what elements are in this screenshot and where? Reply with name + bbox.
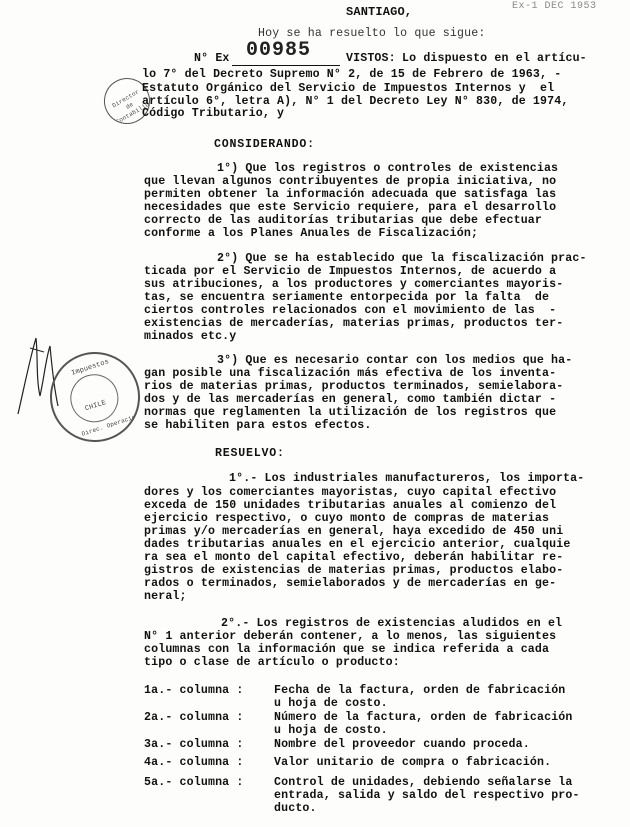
- considerando-3-line: dos y de las mercaderías en general, como también dictar -: [144, 393, 557, 406]
- resuelvo-2-line: 2°.- Los registros de existencias aludidos en el: [221, 617, 563, 630]
- column-2-text: Número de la factura, orden de fabricación: [274, 711, 573, 724]
- vistos-line: lo 7° del Decreto Supremo N° 2, de 15 de Febrero de 1963, -: [142, 68, 562, 81]
- operations-stamp-line1: Impuestos: [70, 358, 111, 378]
- column-1-label: 1a.- columna :: [144, 684, 244, 697]
- resuelvo-1-line: gistros de existencias de materias primas, productos elabo-: [144, 564, 564, 577]
- considerando-1-line: necesidades que este Servicio requiere, para el desarrollo: [144, 201, 557, 214]
- resuelvo-1-line: primas y/o mercaderías en general, haya excedido de 450 uni: [144, 525, 564, 538]
- resuelvo-1-line: neral;: [144, 590, 187, 603]
- resuelvo-2-line: columnas con la información que se indica referida a cada: [144, 643, 550, 656]
- considerando-1-line: 1°) Que los registros o controles de existencias: [217, 162, 559, 175]
- resuelvo-1-line: ejercicio respectivo, o cuyo monto de compras de materias: [144, 512, 550, 525]
- resuelvo-1-line: dades tributarias anuales en el ejercicio anterior, cualquie: [144, 538, 571, 551]
- column-3-label: 3a.- columna :: [144, 738, 244, 751]
- resuelvo-2-line: N° 1 anterior deberán contener, a lo menos, las siguientes: [144, 630, 557, 643]
- column-2-label: 2a.- columna :: [144, 711, 244, 724]
- operations-stamp-line2: CHILE: [84, 399, 108, 414]
- column-5-text: entrada, salida y saldo del respectivo pro-: [274, 789, 580, 802]
- considerando-2-line: minados etc.y: [144, 330, 237, 343]
- considerando-2-line: ticada por el Servicio de Impuestos Internos, de acuerdo a: [144, 265, 557, 278]
- column-5-label: 5a.- columna :: [144, 776, 244, 789]
- considerando-3-line: rios de materias primas, productos terminados, semielabora-: [144, 380, 564, 393]
- considerando-2-line: tas, se encuentra seriamente entorpecida por la falta de: [144, 291, 550, 304]
- column-3-text: Nombre del proveedor cuando proceda.: [274, 738, 530, 751]
- resuelvo-1-line: rados o terminados, semielaborados y de mercaderías en ge-: [144, 577, 557, 590]
- city-label: SANTIAGO,: [346, 5, 413, 19]
- resolution-number: 00985: [246, 39, 312, 62]
- considerando-2-line: 2°) Que se ha establecido que la fiscalización prac-: [217, 252, 587, 265]
- considerando-heading: CONSIDERANDO:: [214, 138, 315, 151]
- considerando-1-line: conforme a los Planes Anuales de Fiscalización;: [144, 227, 479, 240]
- vistos-line: Estatuto Orgánico del Servicio de Impuestos Internos y el: [142, 82, 555, 95]
- considerando-3-line: 3°) Que es necesario contar con los medios que ha-: [217, 354, 573, 367]
- vistos-first-line: Lo dispuesto en el artícu-: [402, 52, 587, 65]
- column-4-text: Valor unitario de compra o fabricación.: [274, 756, 552, 769]
- considerando-2-line: sus atribuciones, a los productores y comerciantes mayoris-: [144, 278, 564, 291]
- considerando-3-line: gan posible una fiscalización más efectiva de los inventa-: [144, 367, 557, 380]
- resuelvo-2-line: tipo o clase de artículo o producto:: [144, 656, 400, 669]
- column-4-label: 4a.- columna :: [144, 756, 244, 769]
- resuelvo-1-line: 1°.- Los industriales manufactureros, los importa-: [229, 472, 585, 485]
- resuelvo-1-line: exceda de 150 unidades tributarias anuales al comienzo del: [144, 499, 557, 512]
- resolution-number-underline: [232, 65, 340, 66]
- operations-stamp-line3: Ss. Direc. Operaciones: [66, 410, 148, 443]
- considerando-3-line: se habiliten para estos efectos.: [144, 419, 372, 432]
- column-5-text: ducto.: [274, 802, 317, 815]
- resuelvo-1-line: ra sea el monto del capital efectivo, deberán habilitar re-: [144, 551, 564, 564]
- date-fragment: Ex-1 DEC 1953: [512, 1, 597, 12]
- resolution-preamble: Hoy se ha resuelto lo que sigue:: [258, 27, 486, 40]
- considerando-2-line: existencias de mercaderías, materias primas, productos ter-: [144, 317, 564, 330]
- resuelvo-heading: RESUELVO:: [215, 447, 285, 460]
- column-2-text: u hoja de costo.: [274, 724, 388, 737]
- resuelvo-1-line: dores y los comerciantes mayoristas, cuyo capital efectivo: [144, 486, 557, 499]
- resolution-number-label: N° Ex: [194, 52, 230, 65]
- considerando-1-line: permiten obtener la información adecuada que satisfaga las: [144, 188, 557, 201]
- vistos-label: VISTOS:: [346, 52, 396, 65]
- considerando-1-line: que llevan algunos contribuyentes de propia iniciativa, no: [144, 175, 557, 188]
- column-1-text: u hoja de costo.: [274, 697, 388, 710]
- considerando-2-line: ciertos controles relacionados con el movimiento de las -: [144, 304, 557, 317]
- column-5-text: Control de unidades, debiendo señalarse la: [274, 776, 573, 789]
- vistos-line: Código Tributario, y: [142, 107, 285, 120]
- director-stamp-text: Director de Contabilidad: [110, 88, 158, 126]
- considerando-1-line: correcto de las auditorías tributarias que debe efectuar: [144, 214, 543, 227]
- column-1-text: Fecha de la factura, orden de fabricación: [274, 684, 566, 697]
- vistos-line: artículo 6°, letra A), N° 1 del Decreto Ley N° 830, de 1974,: [142, 95, 569, 108]
- considerando-3-line: normas que reglamenten la utilización de los registros que: [144, 406, 557, 419]
